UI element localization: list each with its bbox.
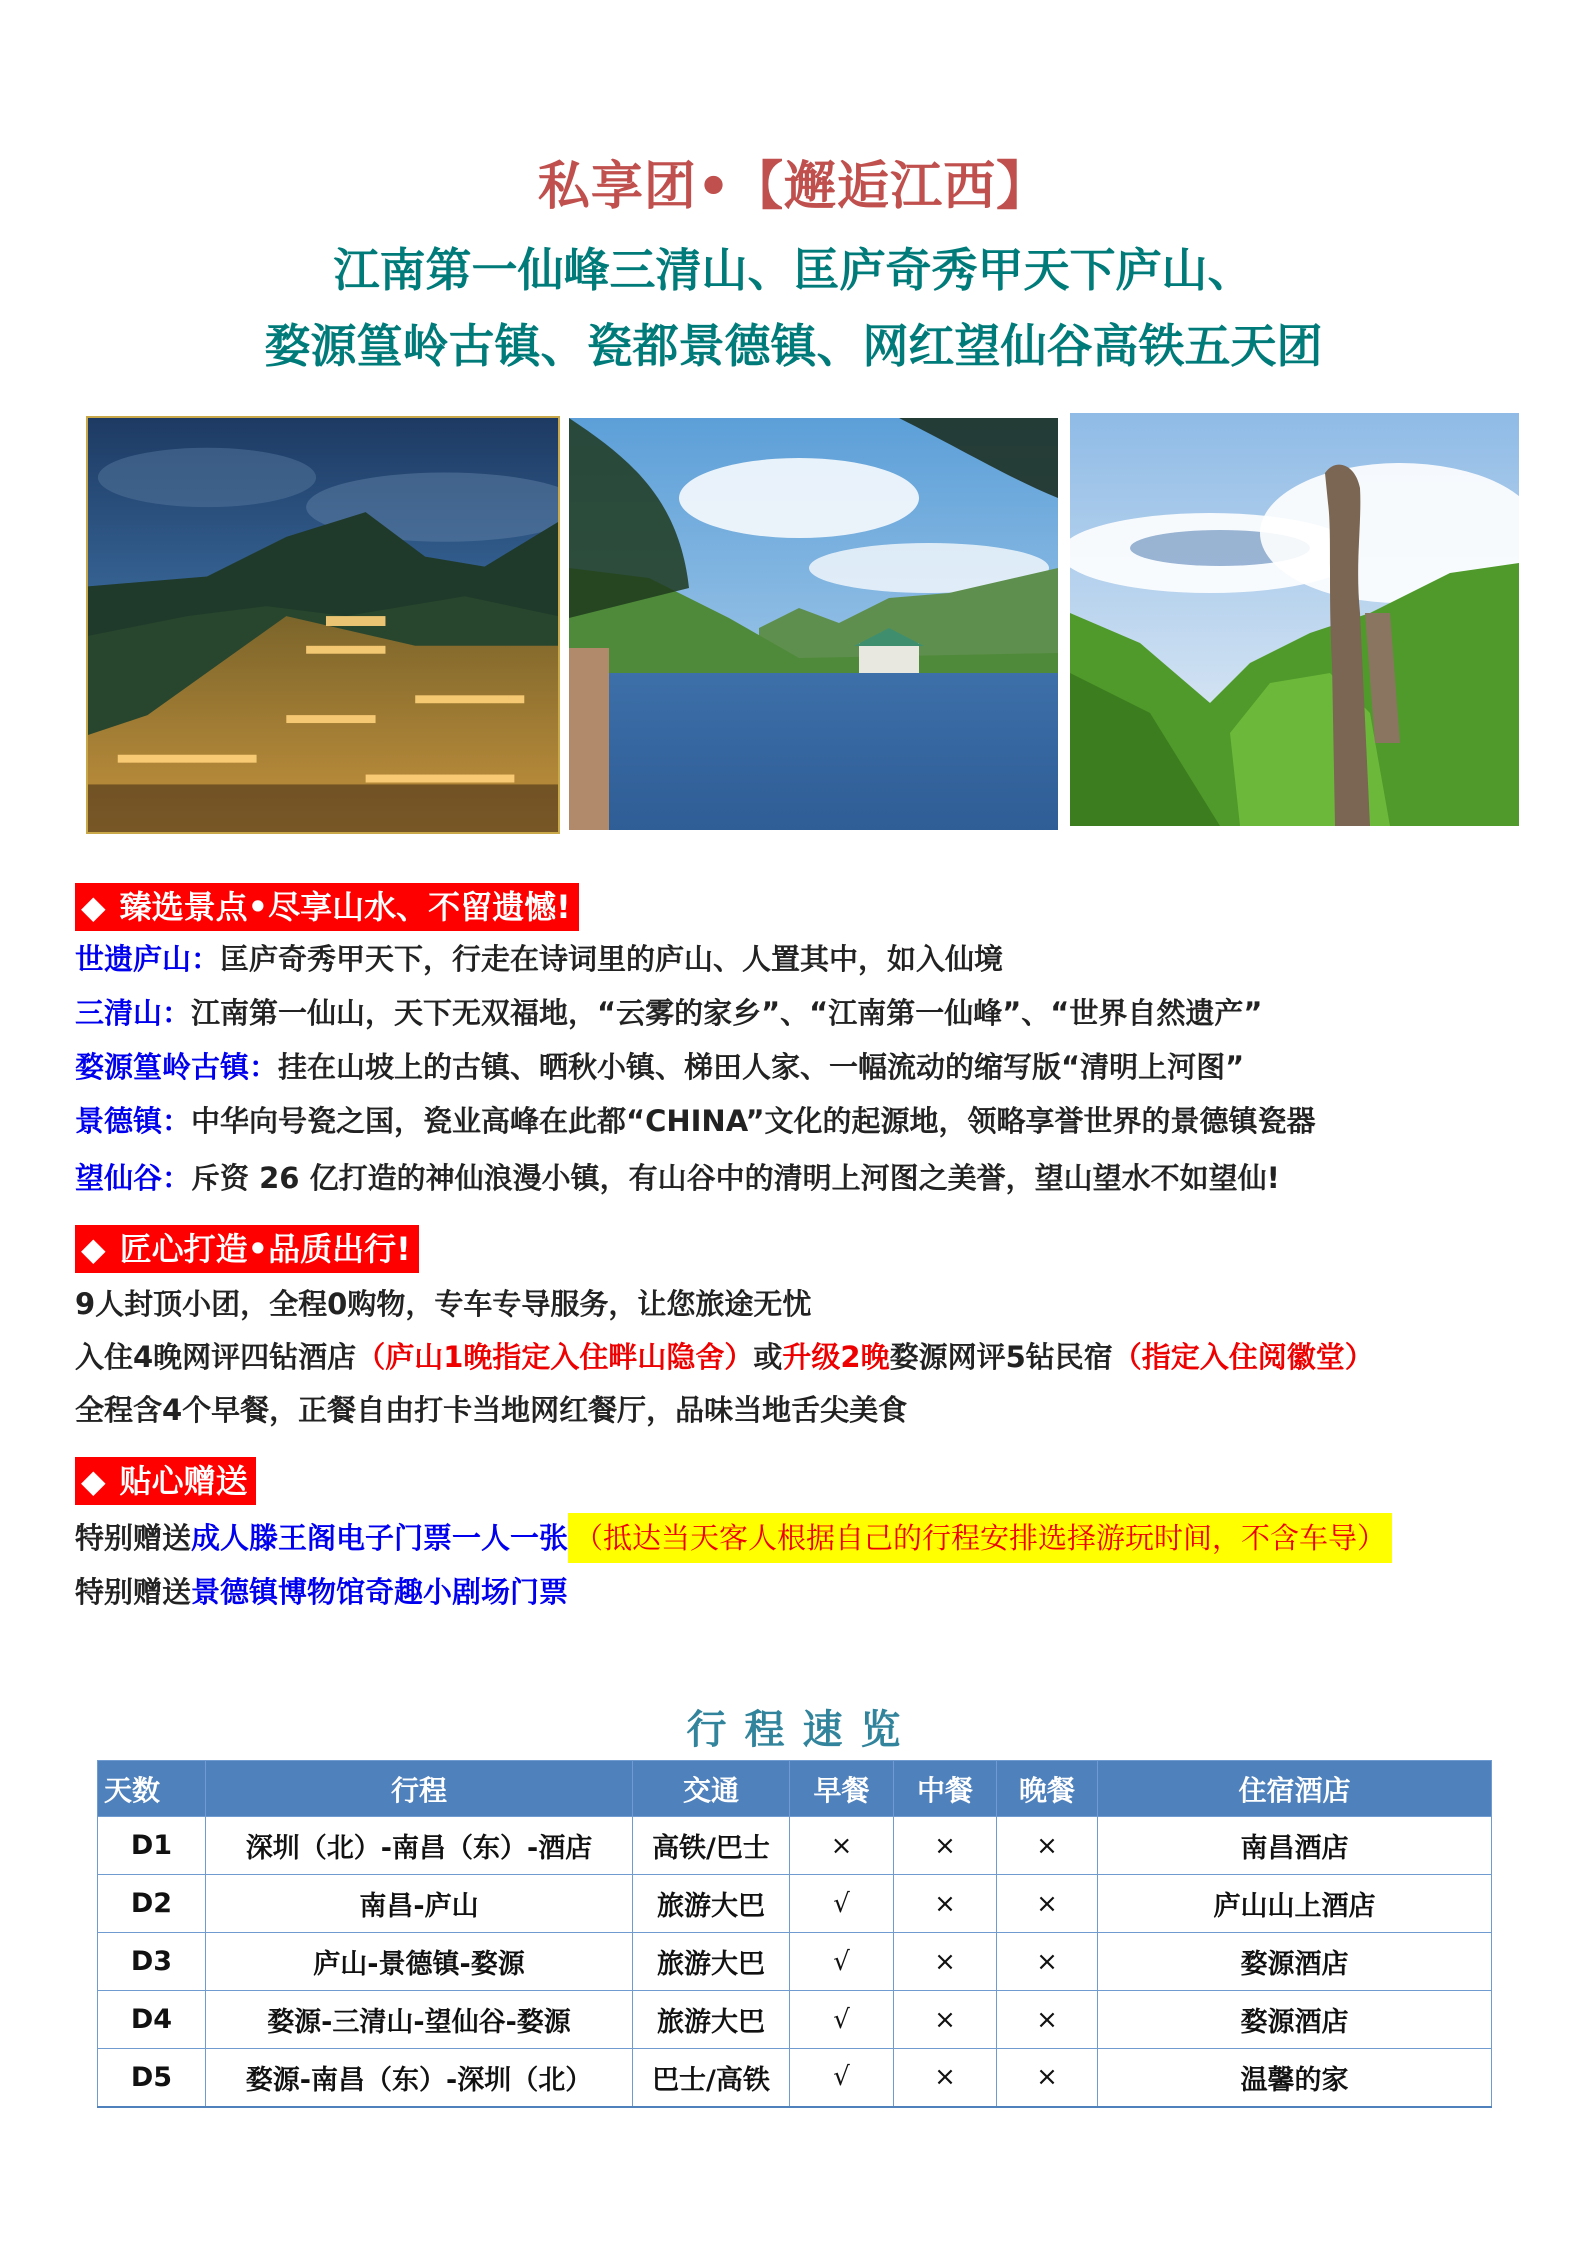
- attraction-label: 望仙谷：: [75, 1161, 192, 1195]
- cell-day: D4: [98, 1991, 206, 2049]
- section-heading-text: 匠心打造•品质出行!: [119, 1230, 411, 1268]
- table-header-row: [98, 1761, 1492, 1817]
- cell-breakfast: √: [790, 1991, 894, 2049]
- table-row: [98, 1875, 1492, 1933]
- cell-day: D5: [98, 2049, 206, 2107]
- cell-lunch: ×: [894, 1817, 997, 1875]
- cell-breakfast: ×: [790, 1817, 894, 1875]
- cell-transport: 旅游大巴: [633, 1933, 790, 1991]
- cell-transport: 巴士/高铁: [633, 2049, 790, 2107]
- attraction-text: 中华向号瓷之国，瓷业高峰在此都“CHINA”文化的起源地，领略享誉世界的景德镇瓷器: [191, 1104, 1316, 1138]
- hotel-upgrade-text: 升级2晚: [782, 1340, 890, 1374]
- gift-item: 景德镇博物馆奇趣小剧场门票: [191, 1575, 569, 1609]
- col-header-route: 行程: [206, 1761, 633, 1817]
- quality-line-meals: 全程含4个早餐，正餐自由打卡当地网红餐厅，品味当地舌尖美食: [75, 1393, 908, 1427]
- diamond-icon: ◆: [81, 1462, 106, 1500]
- section-heading-attractions: [75, 883, 579, 931]
- attraction-text: 挂在山坡上的古镇、晒秋小镇、梯田人家、一幅流动的缩写版“清明上河图”: [278, 1050, 1245, 1084]
- cell-lunch: ×: [894, 2049, 997, 2107]
- gift-prefix: 特别赠送: [75, 1575, 192, 1609]
- section-heading-text: 臻选景点•尽享山水、不留遗憾!: [119, 888, 571, 926]
- col-header-transport: 交通: [633, 1761, 790, 1817]
- cell-breakfast: √: [790, 1875, 894, 1933]
- hotel-or-text: 或: [753, 1340, 783, 1374]
- hotel-text: 入住4晚网评四钻酒店: [75, 1340, 357, 1374]
- table-row: [98, 1817, 1492, 1875]
- attraction-label: 世遗庐山：: [75, 942, 221, 976]
- gift-item: 成人滕王阁电子门票一人一张: [191, 1521, 569, 1555]
- landscape-image-icon: [88, 418, 558, 832]
- cell-breakfast: √: [790, 1933, 894, 1991]
- attraction-lushan: [75, 939, 1003, 979]
- cell-day: D1: [98, 1817, 206, 1875]
- subtitle-line-2: 婺源篁岭古镇、瓷都景德镇、网红望仙谷高铁五天团: [264, 319, 1323, 373]
- section-heading-quality: [75, 1225, 419, 1273]
- section-heading-gifts: [75, 1457, 256, 1505]
- cell-day: D3: [98, 1933, 206, 1991]
- col-header-day: 天数: [98, 1761, 206, 1817]
- attraction-label: 景德镇：: [75, 1104, 192, 1138]
- section-heading-text: 贴心赠送: [119, 1462, 248, 1500]
- gift-tengwang-pavilion: [75, 1518, 1392, 1558]
- itinerary-title: 行程速览: [686, 1707, 919, 1753]
- cell-breakfast: √: [790, 2049, 894, 2107]
- cell-hotel: 庐山山上酒店: [1098, 1875, 1492, 1933]
- landscape-image-icon: [569, 418, 1058, 830]
- col-header-breakfast: 早餐: [790, 1761, 894, 1817]
- cell-transport: 高铁/巴士: [633, 1817, 790, 1875]
- cell-route: 婺源-三清山-望仙谷-婺源: [206, 1991, 633, 2049]
- photo-huangling-night: [86, 416, 560, 834]
- attraction-label: 婺源篁岭古镇：: [75, 1050, 279, 1084]
- table-row: [98, 1933, 1492, 1991]
- cell-route: 南昌-庐山: [206, 1875, 633, 1933]
- cell-hotel: 婺源酒店: [1098, 1991, 1492, 2049]
- cell-transport: 旅游大巴: [633, 1991, 790, 2049]
- cell-route: 深圳（北）-南昌（东）-酒店: [206, 1817, 633, 1875]
- table-row: [98, 1991, 1492, 2049]
- cell-lunch: ×: [894, 1933, 997, 1991]
- gift-prefix: 特别赠送: [75, 1521, 192, 1555]
- landscape-image-icon: [1070, 413, 1519, 826]
- cell-route: 庐山-景德镇-婺源: [206, 1933, 633, 1991]
- quality-line-group: 9人封顶小团，全程0购物，专车专导服务，让您旅途无忧: [75, 1287, 812, 1321]
- cell-day: D2: [98, 1875, 206, 1933]
- photo-lushan-lake: [569, 418, 1058, 830]
- cell-dinner: ×: [997, 2049, 1098, 2107]
- quality-line-hotel: [75, 1337, 1374, 1377]
- gift-note-highlight: （抵达当天客人根据自己的行程安排选择游玩时间，不含车导）: [568, 1513, 1392, 1563]
- gift-jingdezhen-museum: [75, 1572, 568, 1612]
- attraction-label: 三清山：: [75, 996, 192, 1030]
- col-header-lunch: 中餐: [894, 1761, 997, 1817]
- subtitle-line-1: 江南第一仙峰三清山、匡庐奇秀甲天下庐山、: [333, 243, 1254, 297]
- attraction-text: 匡庐奇秀甲天下，行走在诗词里的庐山、人置其中，如入仙境: [220, 942, 1004, 976]
- cell-transport: 旅游大巴: [633, 1875, 790, 1933]
- col-header-hotel: 住宿酒店: [1098, 1761, 1492, 1817]
- attraction-sanqingshan: [75, 993, 1262, 1033]
- hotel-wuyuan-text: 婺源网评5钻民宿: [889, 1340, 1113, 1374]
- col-header-dinner: 晚餐: [997, 1761, 1098, 1817]
- attraction-text: 江南第一仙山，天下无双福地，“云雾的家乡”、“江南第一仙峰”、“世界自然遗产”: [191, 996, 1263, 1030]
- cell-dinner: ×: [997, 1817, 1098, 1875]
- cell-dinner: ×: [997, 1875, 1098, 1933]
- diamond-icon: ◆: [81, 888, 106, 926]
- cell-dinner: ×: [997, 1991, 1098, 2049]
- cell-lunch: ×: [894, 1875, 997, 1933]
- attraction-jingdezhen: [75, 1101, 1316, 1141]
- cell-route: 婺源-南昌（东）-深圳（北）: [206, 2049, 633, 2107]
- hotel-wuyuan-note: （指定入住阅徽堂）: [1112, 1340, 1374, 1374]
- cell-hotel: 婺源酒店: [1098, 1933, 1492, 1991]
- cell-dinner: ×: [997, 1933, 1098, 1991]
- diamond-icon: ◆: [81, 1230, 106, 1268]
- attraction-wangxiangu: [75, 1158, 1280, 1198]
- table-row: [98, 2049, 1492, 2107]
- page-title: 私享团•【邂逅江西】: [537, 157, 1050, 217]
- hotel-lushan-note: （庐山1晚指定入住畔山隐舍）: [356, 1340, 754, 1374]
- cell-hotel: 温馨的家: [1098, 2049, 1492, 2107]
- attraction-huangling: [75, 1047, 1244, 1087]
- photo-sanqingshan-peak: [1070, 413, 1519, 826]
- cell-hotel: 南昌酒店: [1098, 1817, 1492, 1875]
- itinerary-table: [97, 1760, 1492, 2108]
- attraction-text: 斥资 26 亿打造的神仙浪漫小镇，有山谷中的清明上河图之美誉，望山望水不如望仙!: [191, 1161, 1280, 1195]
- cell-lunch: ×: [894, 1991, 997, 2049]
